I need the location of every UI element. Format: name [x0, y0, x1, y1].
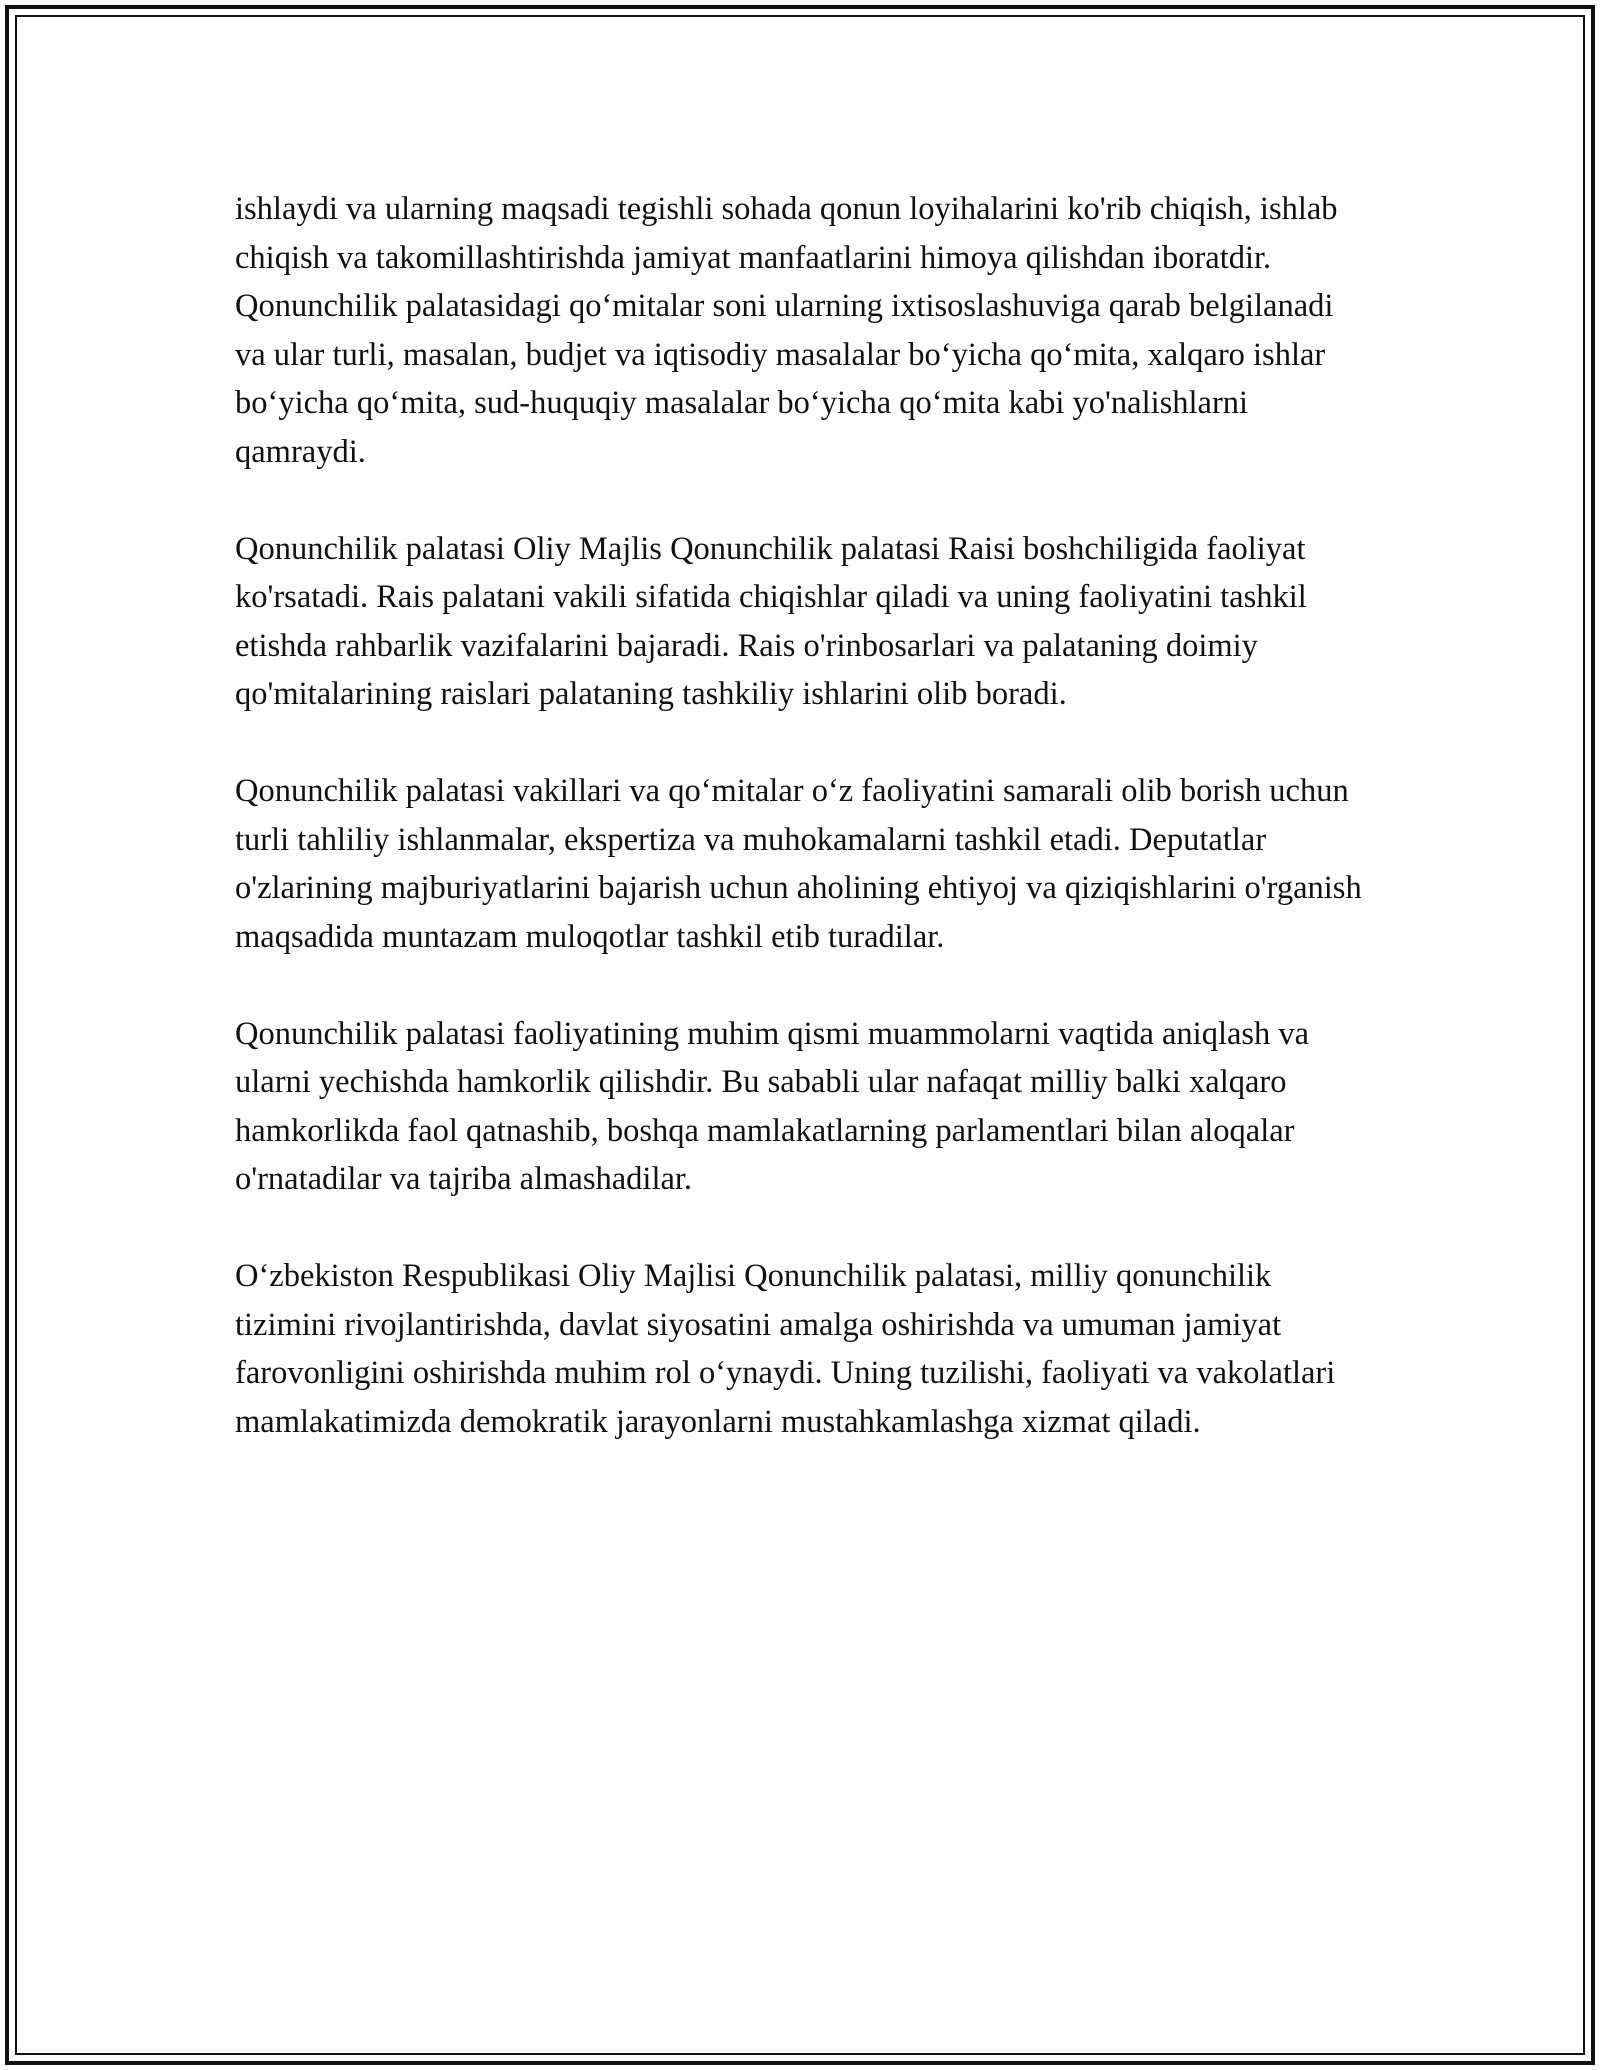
- paragraph: Qonunchilik palatasi faoliyatining muhim qismi muammolarni vaqtida aniqlash va ularni yechishda hamkorlik qilishdir. Bu sababli ular nafaqat milliy balki xalqaro hamkorlikda faol qatnashib, boshqa mamlakatlarning parlamentlari bilan aloqalar o'rnatadilar va tajriba almashadilar.: [235, 1015, 1310, 1197]
- paragraph: O‘zbekiston Respublikasi Oliy Majlisi Qonunchilik palatasi, milliy qonunchilik tizimini rivojlantirishda, davlat siyosatini amalga oshirishda va umuman jamiyat farovonligini oshirishda muhim rol o‘ynaydi. Uning tuzilishi, faoliyati va vakolatlari mamlakatimizda demokratik jarayonlarni mustahkamlashga xizmat qiladi.: [235, 1258, 1336, 1440]
- document-body: [235, 185, 1365, 1495]
- paragraph: ishlaydi va ularning maqsadi tegishli sohada qonun loyihalarini ko'rib chiqish, ishlab chiqish va takomillashtirishda jamiyat manfaatlarini himoya qilishdan iboratdir. Qonunchilik palatasidagi qo‘mitalar soni ularning ixtisoslashuviga qarab belgilanadi va ular turli, masalan, budjet va iqtisodiy masalalar bo‘yicha qo‘mita, xalqaro ishlar bo‘yicha qo‘mita, sud-huquqiy masalalar bo‘yicha qo‘mita kabi yo'nalishlarni qamraydi.: [235, 191, 1338, 470]
- paragraph: Qonunchilik palatasi Oliy Majlis Qonunchilik palatasi Raisi boshchiligida faoliyat ko'rsatadi. Rais palatani vakili sifatida chiqishlar qiladi va uning faoliyatini tashkil etishda rahbarlik vazifalarini bajaradi. Rais o'rinbosarlari va palataning doimiy qo'mitalarining raislari palataning tashkiliy ishlarini olib boradi.: [235, 530, 1307, 712]
- paragraph: Qonunchilik palatasi vakillari va qo‘mitalar o‘z faoliyatini samarali olib borish uchun turli tahliliy ishlanmalar, ekspertiza va muhokamalarni tashkil etadi. Deputatlar o'zlarining majburiyatlarini bajarish uchun aholining ehtiyoj va qiziqishlarini o'rganish maqsadida muntazam muloqotlar tashkil etib turadilar.: [235, 773, 1362, 955]
